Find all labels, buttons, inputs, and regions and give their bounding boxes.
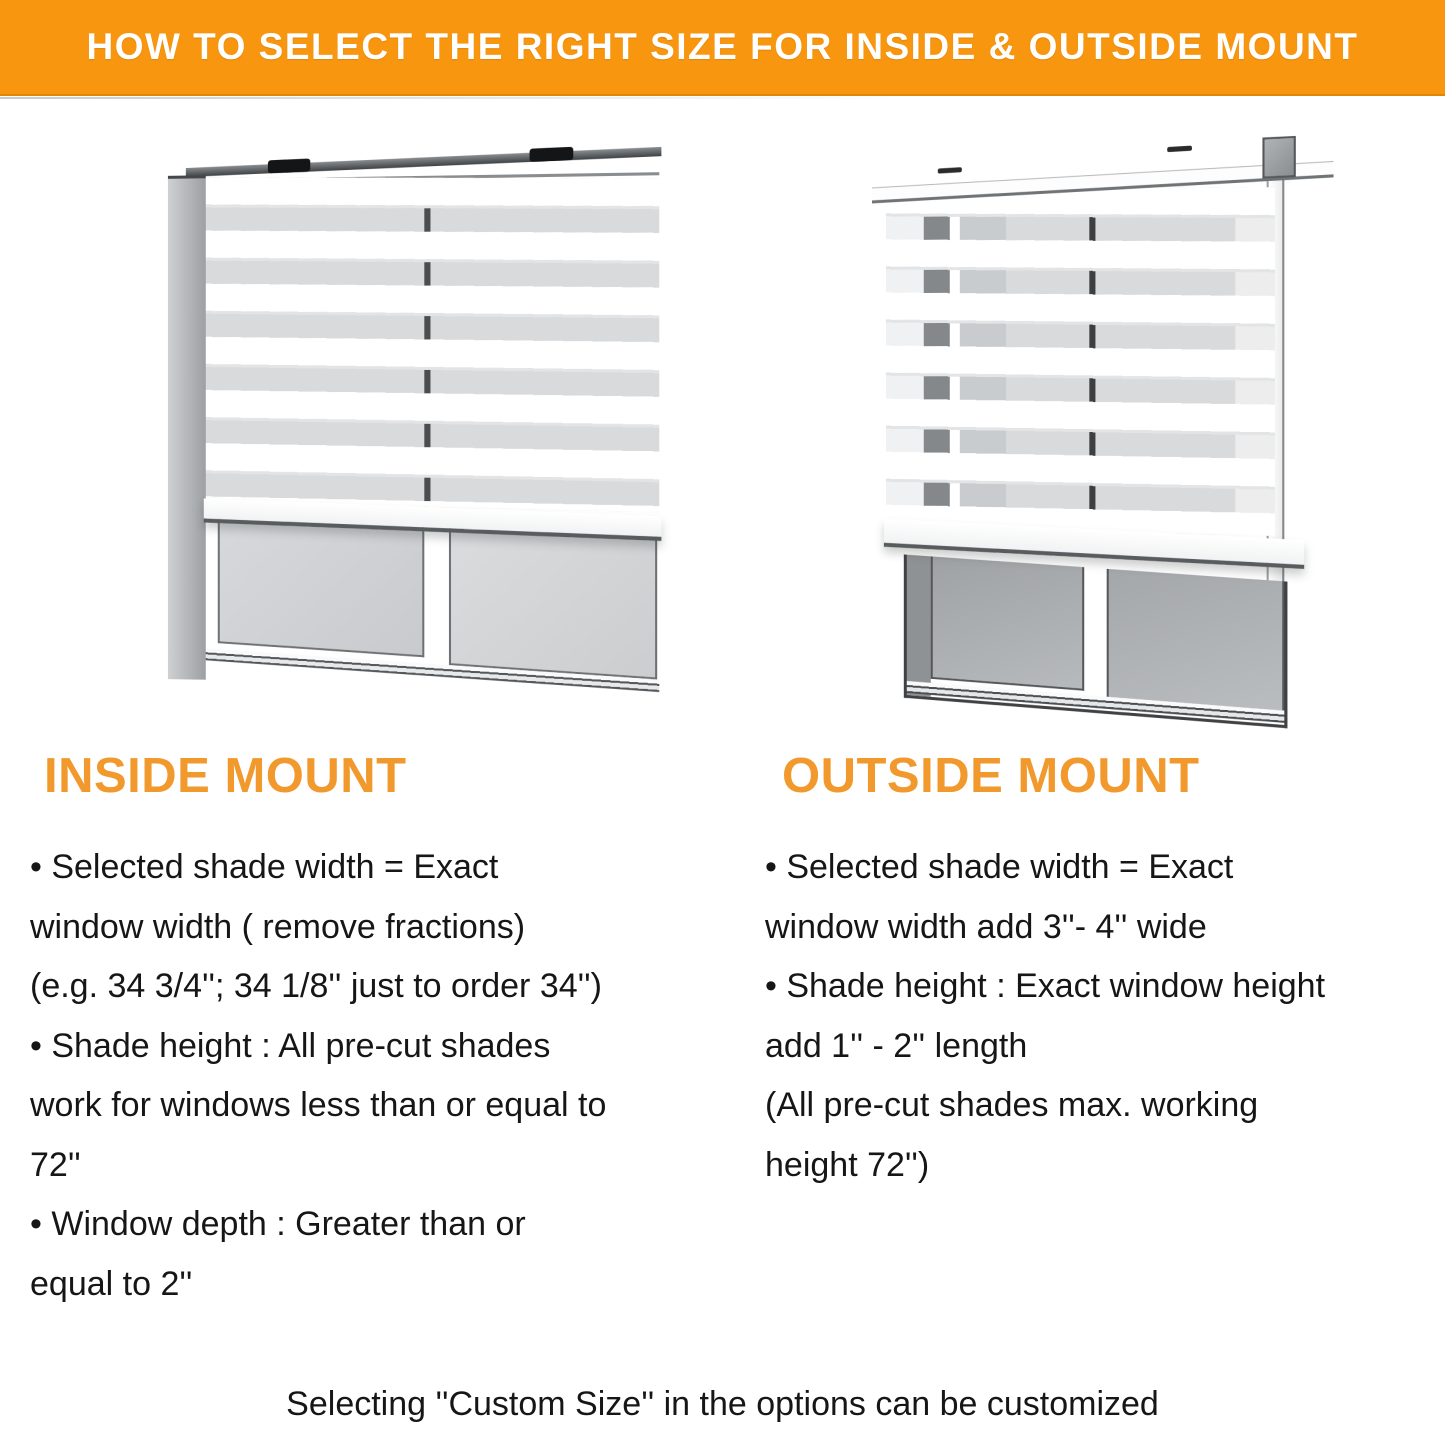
inside-mount-specs [30, 838, 720, 1314]
spec-line: • Shade height : All pre-cut shades [30, 1026, 551, 1065]
outside-mount-illustration [868, 129, 1350, 734]
spec-line: (e.g. 34 3/4''; 34 1/8'' just to order 34'') [30, 967, 602, 1005]
screw-slot [1167, 146, 1192, 153]
banner-underline [0, 97, 900, 99]
banner-title: HOW TO SELECT THE RIGHT SIZE FOR INSIDE & OUTSIDE MOUNT [86, 26, 1359, 67]
spec-line: height 72'') [765, 1145, 930, 1184]
spec-line: • Selected shade width = Exact [30, 848, 499, 886]
mount-bracket [1262, 136, 1295, 179]
mounting-clip [268, 158, 310, 173]
window-glass-left [931, 556, 1084, 690]
spec-line: 72'' [30, 1145, 81, 1184]
window-glass-right [1107, 569, 1285, 713]
title-banner [0, 0, 1445, 96]
zebra-shade [206, 177, 660, 512]
spec-line: (All pre-cut shades max. working [765, 1086, 1259, 1124]
window-frame-return [168, 175, 206, 679]
spec-line: work for windows less than or equal to [30, 1086, 607, 1124]
spec-line: • Selected shade width = Exact [765, 848, 1234, 886]
outside-mount-specs [765, 838, 1435, 1195]
spec-line: • Shade height : Exact window height [765, 967, 1326, 1005]
window-jamb [907, 555, 931, 697]
spec-line: window width ( remove fractions) [30, 907, 526, 946]
footer-note: Selecting ''Custom Size'' in the options can be customized [286, 1385, 1159, 1423]
zebra-shade [886, 186, 1275, 535]
inside-mount-heading: INSIDE MOUNT [44, 749, 407, 803]
spec-line: equal to 2'' [30, 1264, 193, 1303]
inside-mount-illustration [158, 137, 661, 731]
spec-line: window width add 3''- 4'' wide [765, 907, 1207, 946]
outside-mount-heading: OUTSIDE MOUNT [782, 749, 1200, 803]
spec-line: • Window depth : Greater than or [30, 1205, 526, 1243]
spec-line: add 1'' - 2'' length [765, 1026, 1028, 1065]
window-lower-section [904, 554, 1288, 728]
mounting-clip [530, 147, 574, 162]
screw-slot [938, 167, 962, 173]
